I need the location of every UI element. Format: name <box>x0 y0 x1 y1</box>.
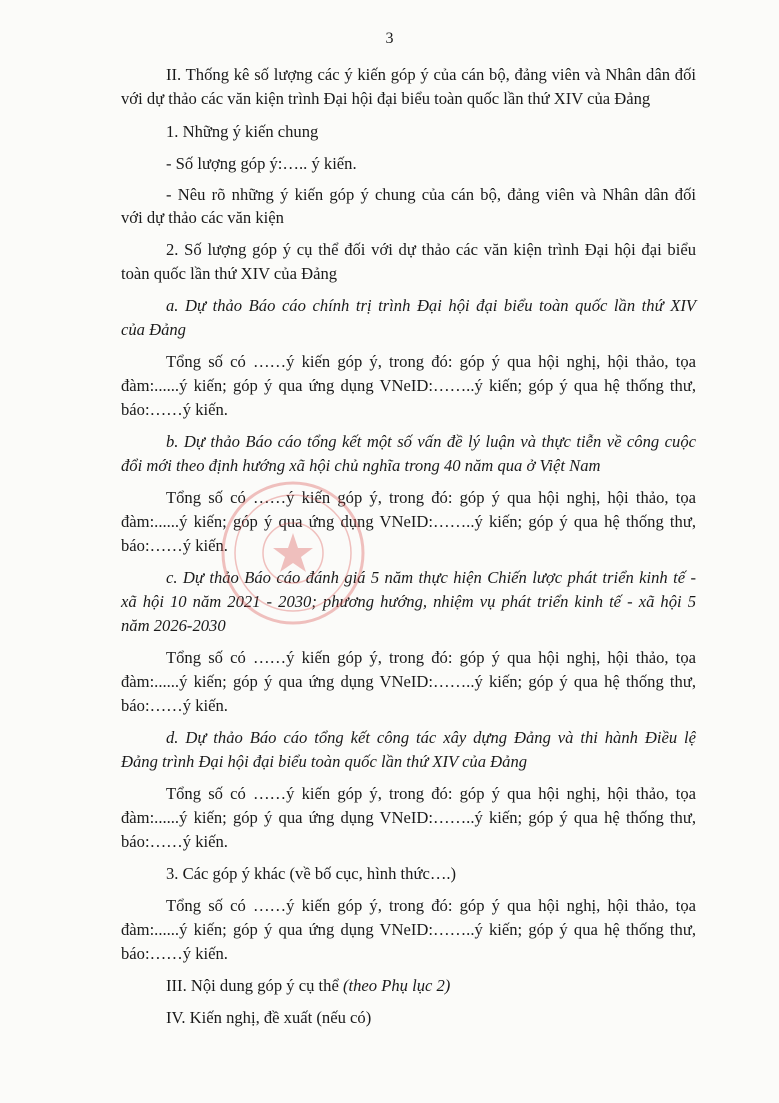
item-b-title-line-2: đổi mới theo định hướng xã hội chủ nghĩa trong 40 năm qua ở Việt Nam <box>121 456 601 475</box>
section-4-line: IV. Kiến nghị, đề xuất (nếu có) <box>166 1008 372 1027</box>
section-2-heading-line-2: với dự thảo các văn kiện trình Đại hội đại biểu toàn quốc lần thứ XIV của Đảng <box>121 89 651 108</box>
general-count: - Số lượng góp ý:….. ý kiến. <box>166 154 357 173</box>
item-a-title-line-1: a. Dự thảo Báo cáo chính trị trình Đại hội đại biểu toàn quốc lần thứ XIV <box>166 296 696 315</box>
other-title: 3. Các góp ý khác (về bố cục, hình thức….) <box>166 864 457 883</box>
item-c-stat-line-3: báo:……ý kiến. <box>121 696 228 715</box>
other-stat-line-1: Tổng số có ……ý kiến góp ý, trong đó: góp ý qua hội nghị, hội thảo, tọa <box>166 896 696 915</box>
item-b-stat-line-1: Tổng số có ……ý kiến góp ý, trong đó: góp ý qua hội nghị, hội thảo, tọa <box>166 488 696 507</box>
section-3-reference: (theo Phụ lục 2) <box>342 976 451 995</box>
other-stat-line-2: đàm:......ý kiến; góp ý qua ứng dụng VNeID:……..ý kiến; góp ý qua hệ thống thư, <box>121 920 696 939</box>
item-c-title-line-1: c. Dự thảo Báo cáo đánh giá 5 năm thực hiện Chiến lược phát triển kinh tế - <box>166 568 696 587</box>
item-a-stat-line-1: Tổng số có ……ý kiến góp ý, trong đó: góp ý qua hội nghị, hội thảo, tọa <box>166 352 696 371</box>
item-a-stat-line-3: báo:……ý kiến. <box>121 400 228 419</box>
item-d-stat-line-3: báo:……ý kiến. <box>121 832 228 851</box>
section-3-text: III. Nội dung góp ý cụ thể <box>166 976 343 995</box>
specific-title-line-2: toàn quốc lần thứ XIV của Đảng <box>121 264 338 283</box>
item-b-title-line-1: b. Dự thảo Báo cáo tổng kết một số vấn đề lý luận và thực tiễn về công cuộc <box>166 432 696 451</box>
specific-title-line-1: 2. Số lượng góp ý cụ thể đối với dự thảo các văn kiện trình Đại hội đại biểu <box>166 240 696 259</box>
item-b-stat-line-2: đàm:......ý kiến; góp ý qua ứng dụng VNeID:……..ý kiến; góp ý qua hệ thống thư, <box>121 512 696 531</box>
item-a-title-line-2: của Đảng <box>121 320 186 339</box>
item-d-stat-line-1: Tổng số có ……ý kiến góp ý, trong đó: góp ý qua hội nghị, hội thảo, tọa <box>166 784 696 803</box>
item-a-stat-line-2: đàm:......ý kiến; góp ý qua ứng dụng VNeID:……..ý kiến; góp ý qua hệ thống thư, <box>121 376 696 395</box>
item-d-title-line-1: d. Dự thảo Báo cáo tổng kết công tác xây dựng Đảng và thi hành Điều lệ <box>166 728 696 747</box>
item-b-stat-line-3: báo:……ý kiến. <box>121 536 228 555</box>
item-c-title-line-2: xã hội 10 năm 2021 - 2030; phương hướng, nhiệm vụ phát triển kinh tế - xã hội 5 <box>121 592 696 611</box>
general-title: 1. Những ý kiến chung <box>166 122 319 141</box>
item-c-title-line-3: năm 2026-2030 <box>121 616 226 635</box>
section-3-line <box>166 976 450 996</box>
item-c-stat-line-1: Tổng số có ……ý kiến góp ý, trong đó: góp ý qua hội nghị, hội thảo, tọa <box>166 648 696 667</box>
item-d-stat-line-2: đàm:......ý kiến; góp ý qua ứng dụng VNeID:……..ý kiến; góp ý qua hệ thống thư, <box>121 808 696 827</box>
section-2-heading-line-1: II. Thống kê số lượng các ý kiến góp ý của cán bộ, đảng viên và Nhân dân đối <box>166 65 696 84</box>
item-d-title-line-2: Đảng trình Đại hội đại biểu toàn quốc lần thứ XIV của Đảng <box>121 752 528 771</box>
other-stat-line-3: báo:……ý kiến. <box>121 944 228 963</box>
page-number: 3 <box>385 30 394 47</box>
general-note-line-1: - Nêu rõ những ý kiến góp ý chung của cán bộ, đảng viên và Nhân dân đối <box>166 185 696 204</box>
general-note-line-2: với dự thảo các văn kiện <box>121 208 284 227</box>
item-c-stat-line-2: đàm:......ý kiến; góp ý qua ứng dụng VNeID:……..ý kiến; góp ý qua hệ thống thư, <box>121 672 696 691</box>
